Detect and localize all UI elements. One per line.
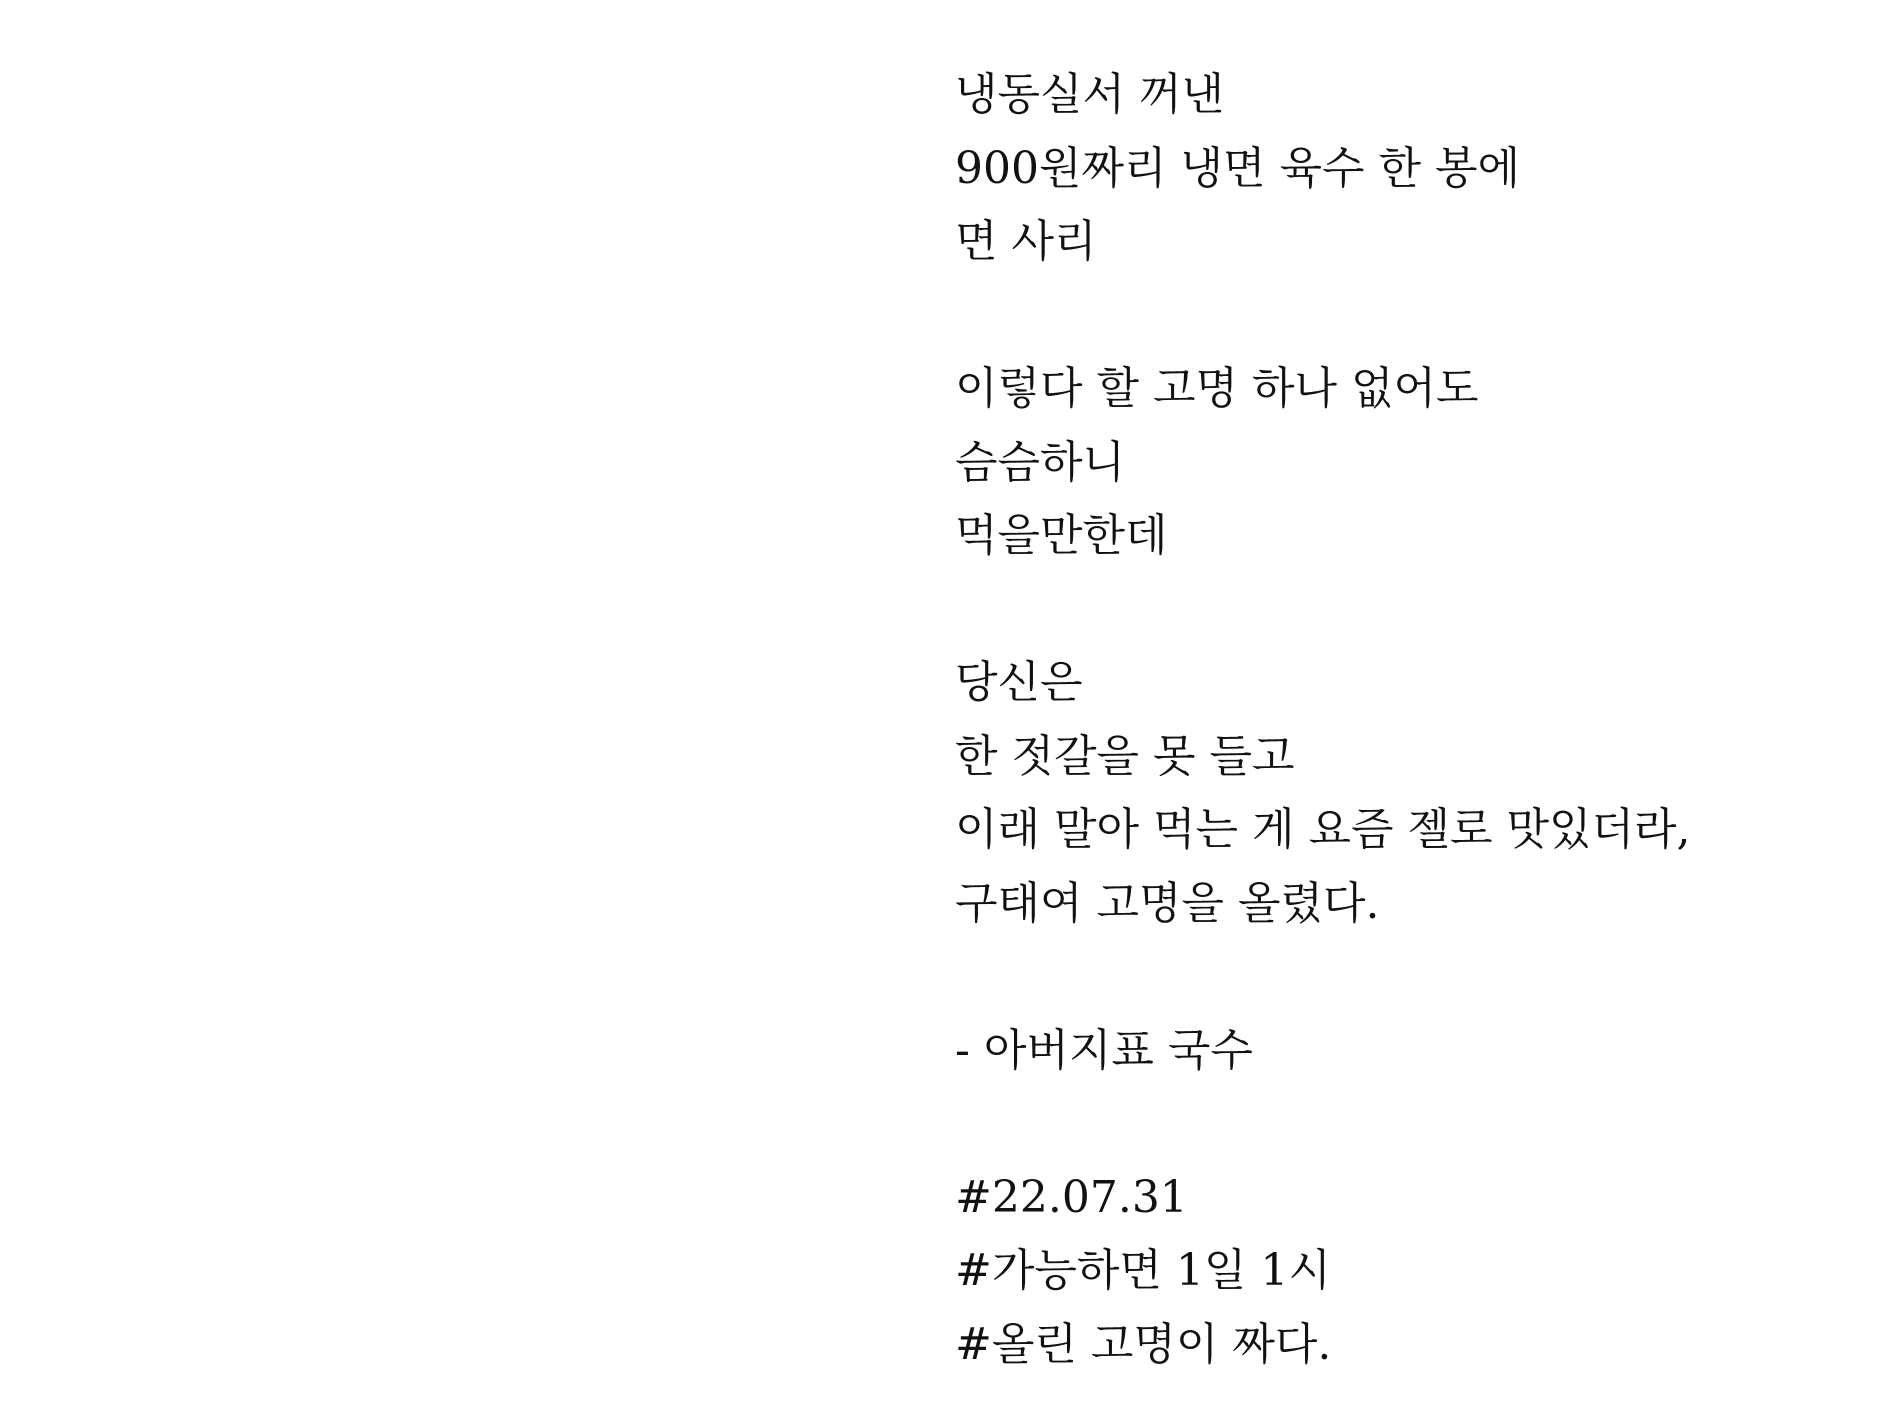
poem-line: 한 젓갈을 못 들고 — [955, 730, 1295, 782]
stanza-break — [955, 279, 1690, 353]
poem-line: 냉동실서 꺼낸 — [955, 69, 1225, 120]
stanza-break — [955, 573, 1690, 647]
stanza-break — [955, 1087, 1690, 1161]
poem-text — [955, 58, 1690, 1381]
hashtag: #올린 고명이 짜다. — [955, 1318, 1332, 1370]
poem-line: 구태여 고명을 올렸다. — [955, 877, 1380, 929]
poem-signature: - 아버지표 국수 — [955, 1024, 1253, 1076]
poem-line: 면 사리 — [955, 216, 1097, 267]
hashtag-date: #22.07.31 — [955, 1171, 1188, 1223]
poem-line: 슴슴하니 — [955, 436, 1126, 488]
poem-line: 이래 말아 먹는 게 요즘 젤로 맛있더라, — [955, 804, 1691, 855]
stanza-break — [955, 940, 1690, 1014]
poem-line: 이렇다 할 고명 하나 없어도 — [955, 363, 1479, 414]
poem-line: 900원짜리 냉면 육수 한 봉에 — [955, 142, 1520, 194]
poem-line: 당신은 — [955, 657, 1083, 708]
poem-line: 먹을만한데 — [955, 510, 1168, 561]
hashtag: #가능하면 1일 1시 — [955, 1245, 1331, 1296]
